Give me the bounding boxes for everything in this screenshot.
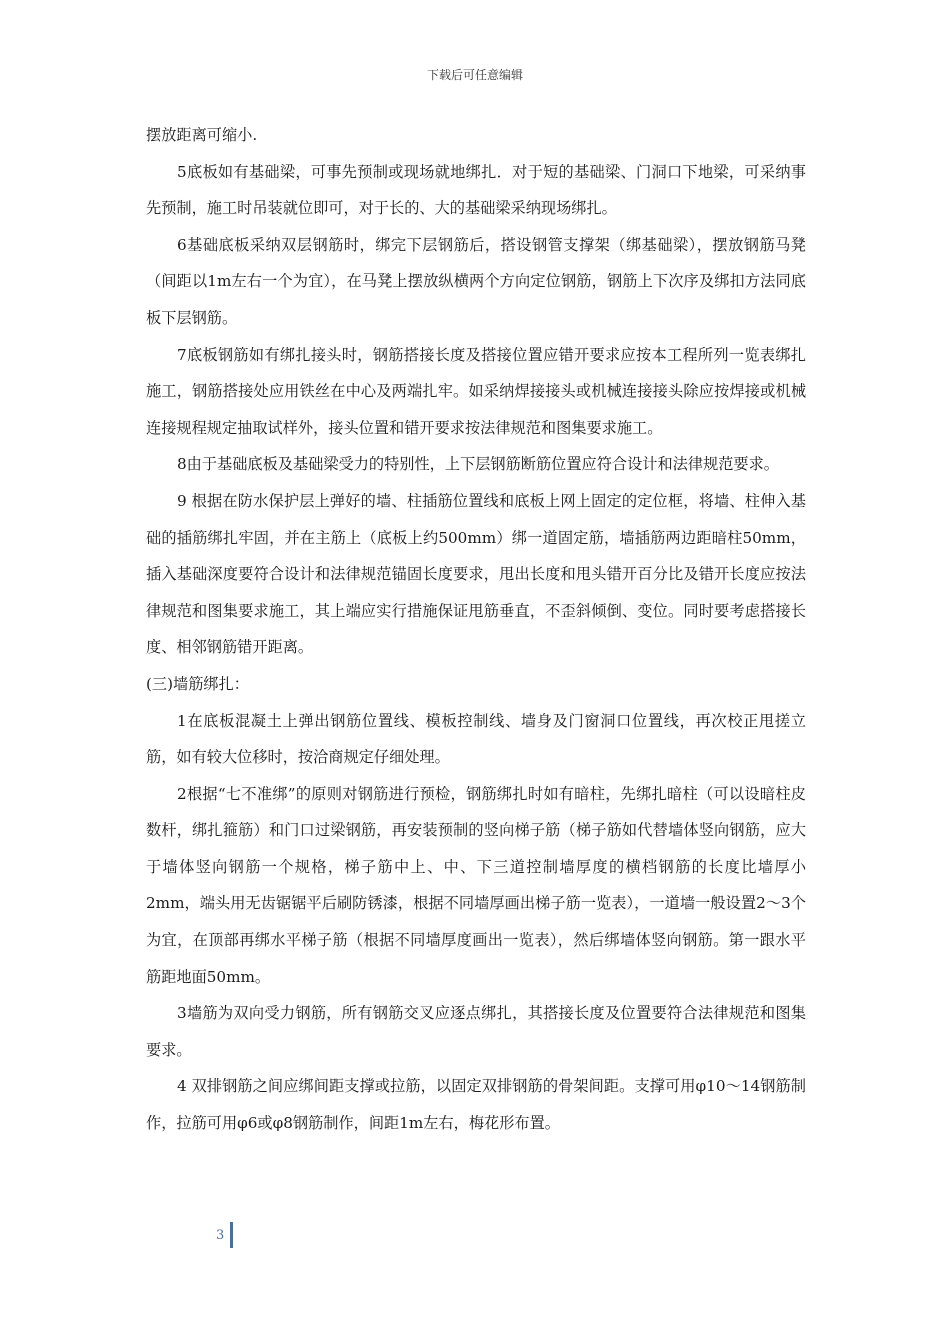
paragraph: 9 根据在防水保护层上弹好的墙、柱插筋位置线和底板上网上固定的定位框，将墙、柱伸入基础的插筋绑扎牢固，并在主筋上（底板上约500mm）绑一道固定筋，墙插筋两边距暗柱50mm，插入基础深度要符合设计和法律规范锚固长度要求，甩出长度和甩头错开百分比及错开长度应按法律规范和图集要求施工，其上端应实行措施保证甩筋垂直，不歪斜倾倒、变位。同时要考虑搭接长度、相邻钢筋错开距离。	[146, 491, 806, 657]
page-number: 3	[216, 1227, 225, 1243]
paragraph: 8由于基础底板及基础梁受力的特别性，上下层钢筋断筋位置应符合设计和法律规范要求。	[177, 455, 779, 474]
paragraph: 2根据“七不准绑”的原则对钢筋进行预检，钢筋绑扎时如有暗柱，先绑扎暗柱（可以设暗柱皮数杆，绑扎箍筋）和门口过梁钢筋，再安装预制的竖向梯子筋（梯子筋如代替墙体竖向钢筋，应大于墙体竖向钢筋一个规格，梯子筋中上、中、下三道控制墙厚度的横档钢筋的长度比墙厚小2mm，端头用无齿锯锯平后刷防锈漆，根据不同墙厚画出梯子筋一览表），一道墙一般设置2～3个为宜，在顶部再绑水平梯子筋（根据不同墙厚度画出一览表），然后绑墙体竖向钢筋。第一跟水平筋距地面50mm。	[146, 784, 806, 986]
paragraph: 5底板如有基础梁，可事先预制或现场就地绑扎．对于短的基础梁、门洞口下地梁，可采纳事先预制，施工时吊装就位即可，对于长的、大的基础梁采纳现场绑扎。	[146, 162, 806, 218]
paragraph: 3墙筋为双向受力钢筋，所有钢筋交叉应逐点绑扎，其搭接长度及位置要符合法律规范和图集要求。	[146, 1004, 806, 1059]
page-footer	[216, 1222, 233, 1248]
section-heading: (三)墙筋绑扎：	[146, 674, 249, 693]
paragraph: 7底板钢筋如有绑扎接头时，钢筋搭接长度及搭接位置应错开要求应按本工程所列一览表绑扎施工，钢筋搭接处应用铁丝在中心及两端扎牢。如采纳焊接接头或机械连接接头除应按焊接或机械连接规程规定抽取试样外，接头位置和错开要求按法律规范和图集要求施工。	[146, 345, 806, 437]
paragraph: 4 双排钢筋之间应绑间距支撑或拉筋，以固定双排钢筋的骨架间距。支撑可用φ10～14钢筋制作，拉筋可用φ6或φ8钢筋制作，间距1m左右，梅花形布置。	[146, 1077, 806, 1133]
footer-divider	[230, 1222, 233, 1248]
paragraph: 摆放距离可缩小.	[146, 126, 258, 144]
paragraph: 6基础底板采纳双层钢筋时，绑完下层钢筋后，搭设钢管支撑架（绑基础梁），摆放钢筋马凳（间距以1m左右一个为宜），在马凳上摆放纵横两个方向定位钢筋，钢筋上下次序及绑扣方法同底板下层钢筋。	[146, 235, 806, 327]
paragraph: 1在底板混凝土上弹出钢筋位置线、模板控制线、墙身及门窗洞口位置线，再次校正甩搓立筋，如有较大位移时，按洽商规定仔细处理。	[146, 711, 806, 767]
page-header: 下载后可任意编辑	[426, 68, 523, 82]
document-body	[146, 117, 806, 1142]
